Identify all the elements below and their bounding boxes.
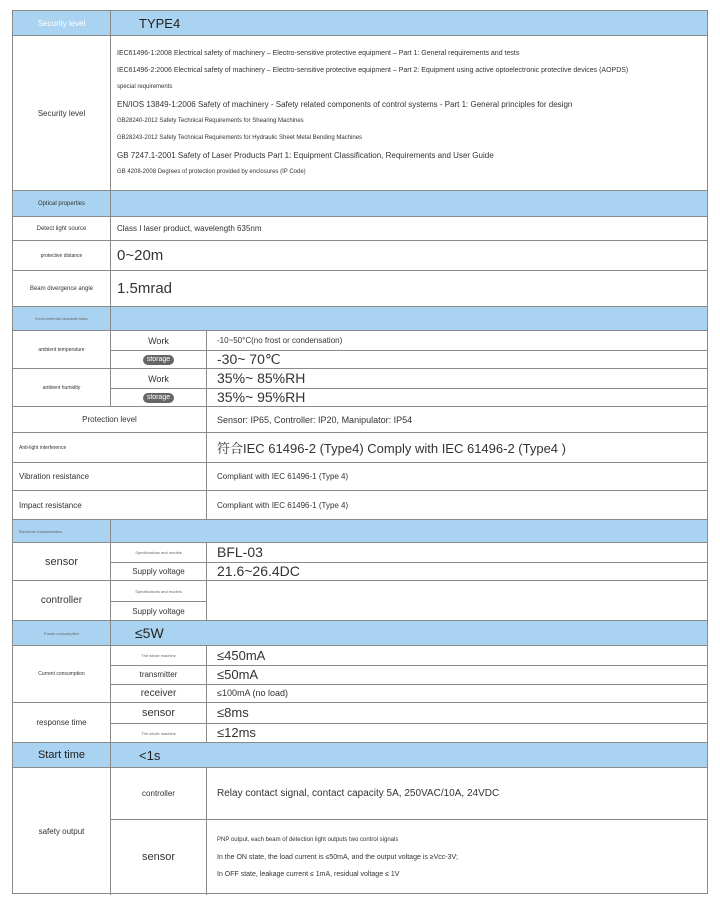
response-sensor-label: sensor <box>111 703 207 723</box>
standard-line: IEC61496-1:2008 Electrical safety of machinery – Electro-sensitive protective equipment – Part 1: General requirements and tests <box>117 50 520 57</box>
security-standards-list <box>111 36 707 190</box>
row-environment-header <box>13 307 707 331</box>
power-consumption-value: ≤5W <box>135 625 164 641</box>
response-sensor-value: ≤8ms <box>217 705 249 720</box>
standard-line: GB 4208-2008 Degrees of protection provided by enclosures (IP Code) <box>117 169 306 175</box>
current-receiver-value: ≤100mA (no load) <box>217 688 288 698</box>
beam-divergence-label: Beam divergence angle <box>13 271 111 306</box>
row-security-standards <box>13 36 707 191</box>
spec-table <box>12 10 708 894</box>
protection-level-label: Protection level <box>13 407 207 432</box>
temperature-work-label: Work <box>111 331 207 350</box>
sensor-voltage-value: 21.6~26.4DC <box>217 563 300 579</box>
humidity-storage-value: 35%~ 95%RH <box>217 389 306 405</box>
protective-distance-label: protective distance <box>13 241 111 270</box>
sensor-label: sensor <box>13 543 111 580</box>
row-protective-distance <box>13 241 707 271</box>
sensor-spec-label: Specifications and models <box>111 543 207 562</box>
light-source-label: Detect light source <box>13 217 111 240</box>
sensor-voltage-label: Supply voltage <box>111 562 207 581</box>
safety-controller-value: Relay contact signal, contact capacity 5A, 250VAC/10A, 24VDC <box>217 788 500 799</box>
safety-sensor-label: sensor <box>111 819 207 895</box>
current-consumption-label: Current consumption <box>13 646 111 702</box>
row-vibration <box>13 463 707 491</box>
impact-label: Impact resistance <box>13 491 207 519</box>
humidity-work-label: Work <box>111 369 207 388</box>
current-whole-value: ≤450mA <box>217 647 266 663</box>
row-start-time <box>13 743 707 768</box>
standard-line: GB28240-2012 Safety Technical Requirements for Shearing Machines <box>117 118 304 124</box>
anti-light-value: 符合IEC 61496-2 (Type4) Comply with IEC 61496-2 (Type4 ) <box>217 441 566 456</box>
standard-line: EN/IOS 13849-1:2006 Safety of machinery - Safety related components of control systems - Part 1: General principles for design <box>117 100 573 109</box>
current-transmitter-value: ≤50mA <box>217 666 259 682</box>
current-receiver-label: receiver <box>111 684 207 703</box>
humidity-work-value: 35%~ 85%RH <box>217 370 306 386</box>
row-current-consumption <box>13 646 707 703</box>
security-level-value: TYPE4 <box>139 15 181 31</box>
standard-line: GB 7247.1-2001 Safety of Laser Products Part 1: Equipment Classification, Requirements and User Guide <box>117 151 494 160</box>
beam-divergence-value: 1.5mrad <box>117 280 173 297</box>
security-standards-label: Security level <box>13 36 111 190</box>
impact-value: Compliant with IEC 61496-1 (Type 4) <box>217 500 349 510</box>
row-impact <box>13 491 707 520</box>
start-time-label: Start time <box>13 743 111 767</box>
row-ambient-humidity <box>13 369 707 407</box>
safety-output-label: safety output <box>13 768 111 895</box>
row-protection-level <box>13 407 707 433</box>
start-time-value: <1s <box>139 747 161 763</box>
row-anti-light <box>13 433 707 463</box>
row-electrical-header <box>13 520 707 543</box>
humidity-storage-label: storage <box>111 388 207 407</box>
light-source-value: Class I laser product, wavelength 635nm <box>117 224 262 233</box>
row-optical-header <box>13 191 707 217</box>
safety-sensor-value <box>207 819 707 895</box>
environment-label: Environmental characteristics <box>13 307 111 330</box>
row-controller <box>13 581 707 621</box>
current-whole-label: The whole machine <box>111 646 207 665</box>
row-power-consumption <box>13 621 707 646</box>
safety-sensor-line: PNP output, each beam of detection light outputs two control signals <box>217 836 399 843</box>
sensor-spec-value: BFL-03 <box>217 544 263 560</box>
controller-spec-label: Specifications and models <box>111 581 207 601</box>
temperature-storage-label: storage <box>111 350 207 369</box>
vibration-label: Vibration resistance <box>13 463 207 490</box>
controller-label: controller <box>13 581 111 620</box>
temperature-storage-value: -30~ 70℃ <box>217 350 281 367</box>
standard-line: IEC61496-2:2006 Electrical safety of machinery – Electro-sensitive protective equipment – Part 2: Equipment using active optoelectronic protective devices (AOPDS) <box>117 67 629 74</box>
response-whole-label: The whole machine <box>111 723 207 743</box>
safety-controller-label: controller <box>111 768 207 819</box>
standard-line: special requirements <box>117 84 173 90</box>
protective-distance-value: 0~20m <box>117 247 164 264</box>
safety-sensor-line: In OFF state, leakage current ≤ 1mA, residual voltage ≤ 1V <box>217 870 400 878</box>
electrical-label: Electrical characteristics <box>13 520 111 542</box>
standard-line: GB28243-2012 Safety Technical Requirements for Hydraulic Sheet Metal Bending Machines <box>117 135 363 141</box>
row-light-source <box>13 217 707 241</box>
row-safety-output <box>13 768 707 895</box>
row-response-time <box>13 703 707 743</box>
controller-voltage-label: Supply voltage <box>111 601 207 621</box>
response-whole-value: ≤12ms <box>217 725 256 740</box>
row-security-level-header <box>13 11 707 36</box>
ambient-temperature-label: ambient temperature <box>13 331 111 368</box>
row-ambient-temperature <box>13 331 707 369</box>
protection-level-value: Sensor: IP65, Controller: IP20, Manipulator: IP54 <box>217 414 413 425</box>
optical-properties-label: Optical properties <box>13 191 111 216</box>
vibration-value: Compliant with IEC 61496-1 (Type 4) <box>217 472 349 481</box>
security-level-label: Security level <box>13 11 111 35</box>
row-beam-divergence <box>13 271 707 307</box>
row-sensor <box>13 543 707 581</box>
current-transmitter-label: transmitter <box>111 665 207 684</box>
safety-sensor-line: In the ON state, the load current is ≤50mA, and the output voltage is ≥Vcc-3V; <box>217 853 458 861</box>
response-time-label: response time <box>13 703 111 742</box>
power-consumption-label: Power consumption <box>13 621 111 645</box>
ambient-humidity-label: ambient humidity <box>13 369 111 406</box>
temperature-work-value: -10~50°C(no frost or condensation) <box>217 335 343 345</box>
divider <box>111 601 207 602</box>
anti-light-label: Anti-light interference <box>13 433 207 462</box>
